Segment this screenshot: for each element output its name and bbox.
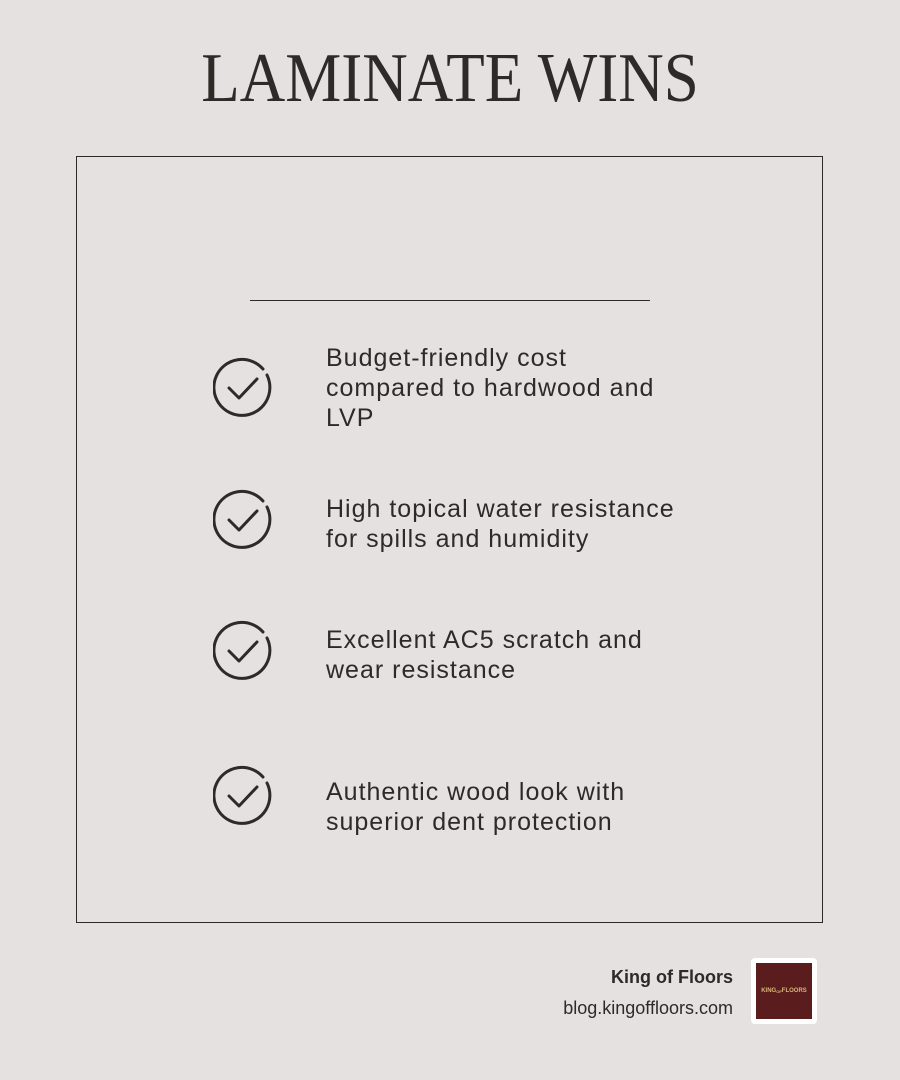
brand-name: King of Floors [611, 967, 733, 987]
check-circle-icon [213, 489, 273, 549]
check-circle-icon [213, 765, 273, 825]
page-title: LAMINATE WINS [201, 40, 699, 117]
item-text [326, 343, 746, 433]
item-line: Budget-friendly cost [326, 344, 567, 372]
brand-logo [751, 958, 817, 1024]
brand-block [563, 965, 733, 1020]
item-line: compared to hardwood and [326, 374, 655, 402]
item-line: superior dent protection [326, 808, 613, 836]
item-line: Authentic wood look with [326, 778, 626, 806]
item-line: wear resistance [326, 656, 517, 684]
item-line: Excellent AC5 scratch and [326, 626, 643, 654]
item-line: High topical water resistance [326, 495, 675, 523]
item-text [326, 777, 746, 837]
divider [250, 300, 650, 301]
logo-mark: KING OF FLOORS [756, 963, 812, 1019]
brand-url[interactable]: blog.kingoffloors.com [563, 998, 733, 1018]
item-line: for spills and humidity [326, 525, 590, 553]
item-text [326, 625, 746, 685]
check-circle-icon [213, 357, 273, 417]
item-text [326, 494, 746, 554]
item-line: LVP [326, 404, 375, 432]
check-circle-icon [213, 620, 273, 680]
